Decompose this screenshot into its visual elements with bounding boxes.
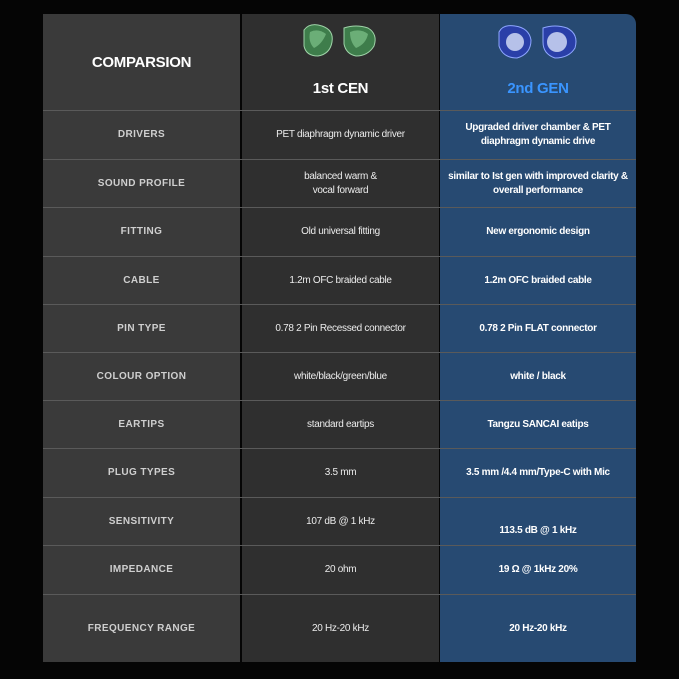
gen1-value: white/black/green/blue <box>294 371 387 382</box>
green-earbuds-icon <box>296 20 386 62</box>
table-row <box>43 449 636 497</box>
table-row <box>43 208 636 256</box>
header-title-cell <box>43 14 240 110</box>
table-row <box>43 305 636 353</box>
gen1-value: balanced warm & vocal forward <box>304 171 377 196</box>
gen2-value: white / black <box>510 371 566 382</box>
row-label: SOUND PROFILE <box>97 178 186 189</box>
gen1-value: PET diaphragm dynamic driver <box>276 129 405 140</box>
gen1-value: 20 Hz-20 kHz <box>312 622 369 634</box>
gen2-value: New ergonomic design <box>486 226 590 237</box>
gen2-value: 20 Hz-20 kHz <box>509 622 567 634</box>
gen2-value: Tangzu SANCAI eatips <box>487 419 589 430</box>
header-gen2-cell <box>440 14 636 110</box>
gen1-value: 0.78 2 Pin Recessed connector <box>275 323 406 334</box>
gen2-value: 1.2m OFC braided cable <box>484 275 592 286</box>
comparison-table <box>43 14 636 662</box>
gen1-value: 20 ohm <box>324 564 357 575</box>
table-row <box>43 498 636 546</box>
row-label: EARTIPS <box>118 419 165 430</box>
comparison-title: COMPARSION <box>91 53 192 71</box>
gen2-value: 113.5 dB @ 1 kHz <box>499 525 577 536</box>
row-label: FITTING <box>120 226 163 237</box>
table-row <box>43 401 636 449</box>
row-label: PIN TYPE <box>117 323 166 334</box>
gen2-value: 3.5 mm /4.4 mm/Type-C with Mic <box>466 467 610 478</box>
table-row <box>43 353 636 401</box>
row-label: IMPEDANCE <box>109 564 174 575</box>
row-label: CABLE <box>123 275 160 286</box>
table-row <box>43 595 636 662</box>
gen1-value: 107 dB @ 1 kHz <box>306 516 375 527</box>
table-row <box>43 546 636 594</box>
table-row <box>43 160 636 208</box>
table-row <box>43 111 636 159</box>
gen2-value: 19 Ω @ 1kHz 20% <box>498 564 578 575</box>
gen2-value: similar to Ist gen with improved clarity & overall performance <box>448 171 628 196</box>
gen1-value: Old universal fitting <box>301 226 380 237</box>
row-label: PLUG TYPES <box>107 467 176 478</box>
gen1-value: 3.5 mm <box>324 467 357 478</box>
gen2-value: Upgraded driver chamber & PET diaphragm dynamic drive <box>465 122 611 147</box>
row-label: FREQUENCY RANGE <box>87 622 196 634</box>
gen2-heading: 2nd GEN <box>507 80 569 97</box>
gen1-value: standard eartips <box>307 419 374 430</box>
row-label: COLOUR OPTION <box>96 371 187 382</box>
row-label: SENSITIVITY <box>108 516 175 527</box>
gen1-value: 1.2m OFC braided cable <box>289 275 392 286</box>
table-row <box>43 257 636 305</box>
gen2-value: 0.78 2 Pin FLAT connector <box>479 323 597 334</box>
row-label: DRIVERS <box>117 129 166 140</box>
header-gen1-cell <box>242 14 439 110</box>
gen1-heading: 1st CEN <box>312 80 369 97</box>
blue-earbuds-icon <box>493 20 583 62</box>
